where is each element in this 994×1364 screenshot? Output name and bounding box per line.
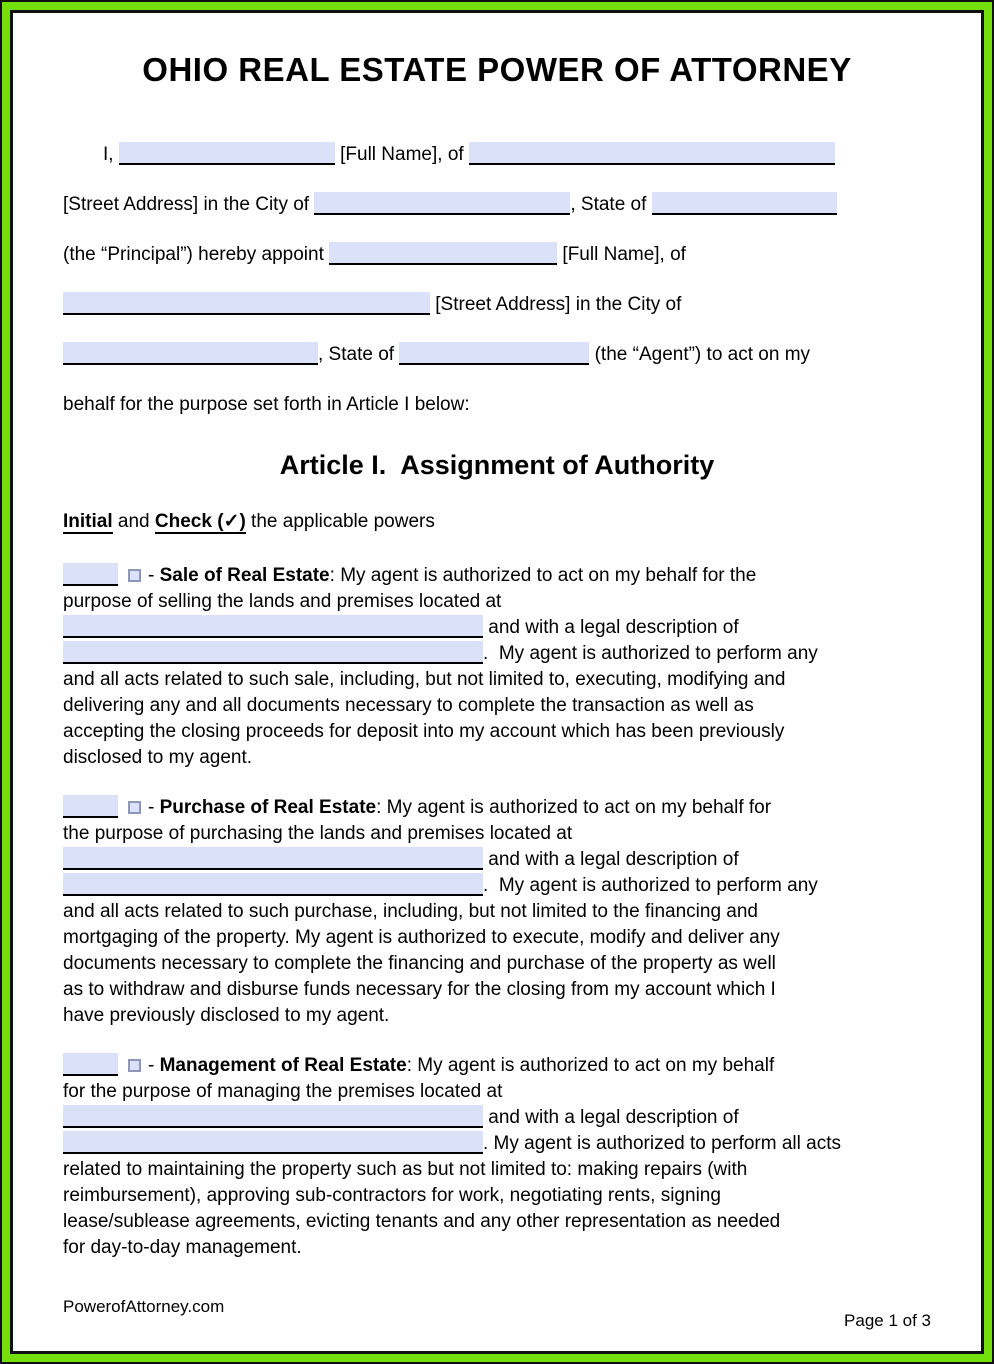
text-run: and with a legal description of [483,849,739,870]
agent-city-field[interactable] [63,342,318,365]
intro-line [63,341,931,368]
text-line [63,615,931,641]
intro-line [63,191,931,218]
text-run: reimbursement), approving sub-contractors for work, negotiating rents, signing [63,1185,721,1206]
text-run: and with a legal description of [483,617,739,638]
intro-line [63,241,931,268]
text-line [63,719,931,745]
text-run: related to maintaining the property such as but not limited to: making repairs (with [63,1159,748,1180]
text-line [63,1003,931,1029]
text-run: (the “Agent”) to act on my [589,344,811,365]
text-line [63,1209,931,1235]
check-label: Check (✓) [154,511,246,532]
sale-of-real-estate-section [63,563,931,771]
principal-street-address-field[interactable] [469,142,835,165]
sale-checkbox[interactable] [128,569,141,582]
text-run: disclosed to my agent. [63,747,253,768]
text-line [63,951,931,977]
sale-initials-field[interactable] [63,563,118,586]
purchase-legal-description-field[interactable] [63,873,483,896]
management-of-real-estate-section [63,1053,931,1261]
text-run: mortgaging of the property. My agent is authorized to execute, modify and deliver any [63,927,780,948]
text-run: , State of [570,194,652,215]
agent-street-address-field[interactable] [63,292,430,315]
text-run: and all acts related to such purchase, including, but not limited to the financing and [63,901,758,922]
text-line [63,641,931,667]
text-run: [Full Name], of [557,244,686,265]
purchase-initials-field[interactable] [63,795,118,818]
text-line [63,1105,931,1131]
text-line [63,821,931,847]
text-line [63,745,931,771]
principal-city-field[interactable] [314,192,570,215]
text-run: for the purpose of managing the premises located at [63,1081,503,1102]
purchase-of-real-estate-section [63,795,931,1029]
text-run: [Street Address] in the City of [430,294,682,315]
purchase-checkbox[interactable] [128,801,141,814]
text-run: [Full Name], of [334,144,469,165]
text-run: - [148,797,160,818]
sale-legal-description-field[interactable] [63,641,483,664]
management-initials-field[interactable] [63,1053,118,1076]
management-checkbox[interactable] [128,1059,141,1072]
text-run: : My agent is authorized to act on my behalf for the [329,565,757,586]
management-legal-description-field[interactable] [63,1131,483,1154]
text-run: - [148,1055,160,1076]
text-line [63,589,931,615]
text-line [63,795,931,821]
text-run: I, [103,144,119,165]
intro-line [63,141,931,168]
text-run: and all acts related to such sale, including, but not limited to, executing, modifying and [63,669,786,690]
text-line [63,693,931,719]
text-line [63,1131,931,1157]
text-line [63,1079,931,1105]
footer-page-number: Page 1 of 3 [844,1311,931,1330]
text-run: as to withdraw and disburse funds necessary for the closing from my account which I [63,979,776,1000]
text-line [63,667,931,693]
text-line [63,1183,931,1209]
powers-sections [63,563,931,1261]
instruction-and-text: and [112,511,155,532]
text-run: accepting the closing proceeds for deposit into my account which has been previously [63,721,785,742]
text-run: , State of [318,344,400,365]
principal-full-name-field[interactable] [119,142,335,165]
text-run: - [148,565,160,586]
text-line [63,977,931,1003]
intro-section [63,141,931,418]
agent-full-name-field[interactable] [329,242,557,265]
management-premises-address-field[interactable] [63,1105,483,1128]
agent-state-field[interactable] [399,342,589,365]
sale-premises-address-field[interactable] [63,615,483,638]
text-run: . My agent is authorized to perform any [483,875,818,896]
article-heading: Article I. Assignment of Authority [279,450,715,480]
text-line [63,847,931,873]
footer-site-name: PowerofAttorney.com [63,1297,225,1316]
instruction-rest-text: the applicable powers [245,511,435,532]
text-line [63,563,931,589]
text-run: delivering any and all documents necessary to complete the transaction as well as [63,695,754,716]
text-line [63,925,931,951]
intro-line [63,391,931,418]
text-line [63,1235,931,1261]
text-run: : My agent is authorized to act on my behalf for [376,797,772,818]
text-run: [Street Address] in the City of [63,194,315,215]
principal-state-field[interactable] [652,192,837,215]
text-run: have previously disclosed to my agent. [63,1005,390,1026]
text-line [63,899,931,925]
text-run: for day-to-day management. [63,1237,302,1258]
text-run: : My agent is authorized to act on my behalf [406,1055,775,1076]
instruction-line [63,508,931,535]
power-title-text: Sale of Real Estate [159,565,330,586]
purchase-premises-address-field[interactable] [63,847,483,870]
text-run: . My agent is authorized to perform any [483,643,818,664]
power-title-text: Purchase of Real Estate [159,797,377,818]
initial-label: Initial [63,511,113,532]
text-run: purpose of selling the lands and premises located at [63,591,502,612]
document-page [10,10,984,1354]
text-run: the purpose of purchasing the lands and premises located at [63,823,573,844]
text-run: behalf for the purpose set forth in Article I below: [63,394,470,415]
power-title-text: Management of Real Estate [159,1055,407,1076]
text-run: . My agent is authorized to perform all acts [483,1133,841,1154]
text-line [63,1157,931,1183]
text-run: documents necessary to complete the financing and purchase of the property as well [63,953,776,974]
text-run: lease/sublease agreements, evicting tenants and any other representation as needed [63,1211,781,1232]
document-title: OHIO REAL ESTATE POWER OF ATTORNEY [142,51,852,88]
text-run: and with a legal description of [483,1107,739,1128]
text-line [63,873,931,899]
intro-line [63,291,931,318]
text-run: (the “Principal”) hereby appoint [63,244,330,265]
text-line [63,1053,931,1079]
